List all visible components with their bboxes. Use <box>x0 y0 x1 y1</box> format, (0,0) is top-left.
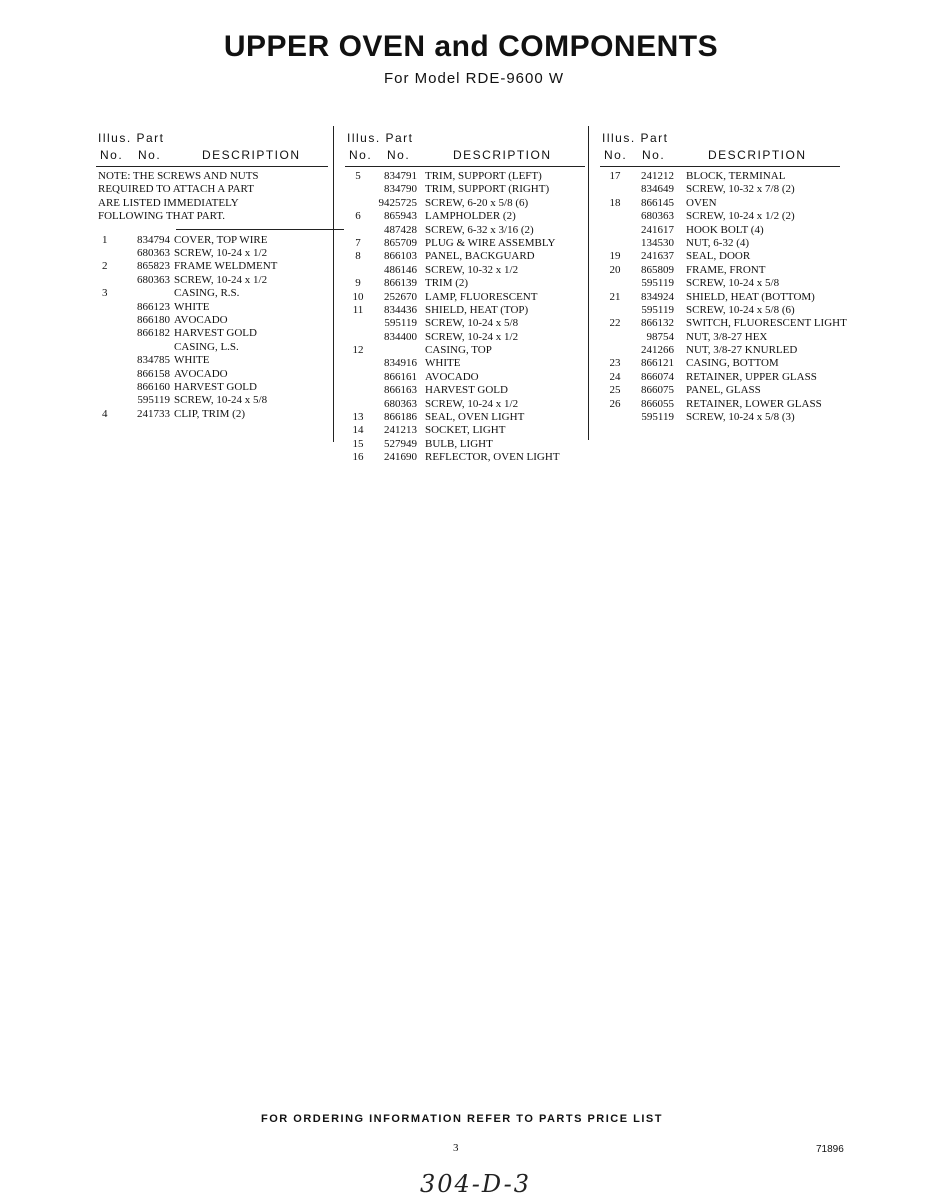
part-number: 834791 <box>384 170 417 182</box>
part-number: 834916 <box>384 357 417 370</box>
part-number: 595119 <box>641 411 674 424</box>
parts-row <box>96 287 328 300</box>
parts-row <box>600 344 840 357</box>
part-description: SCREW, 6-20 x 5/8 (6) <box>425 196 529 209</box>
part-number: 866145 <box>641 196 674 209</box>
part-number: 834924 <box>641 290 674 303</box>
part-number: 866074 <box>641 370 674 383</box>
part-number: 866103 <box>384 250 417 263</box>
header-illus-part: Illus. Part <box>347 131 414 145</box>
parts-row <box>96 368 328 381</box>
parts-row <box>345 277 585 290</box>
part-number: 865709 <box>384 236 417 249</box>
part-number: 834436 <box>384 303 417 316</box>
parts-row <box>345 357 585 370</box>
illus-number: 23 <box>609 357 621 370</box>
part-number: 595119 <box>641 303 674 316</box>
part-number: 866075 <box>641 384 674 397</box>
note-line: FOLLOWING THAT PART. <box>98 210 225 223</box>
parts-row <box>345 237 585 250</box>
parts-row <box>600 250 840 263</box>
illus-number: 13 <box>352 411 364 424</box>
part-number: 241733 <box>137 407 170 420</box>
part-description: AVOCADO <box>174 367 228 380</box>
part-description: SCREW, 10-24 x 1/2 <box>425 330 519 343</box>
illus-number: 8 <box>355 250 361 263</box>
header-illus-part: Illus. Part <box>98 131 165 145</box>
parts-row <box>96 314 328 327</box>
parts-row <box>345 317 585 330</box>
part-description: SCREW, 10-24 x 5/8 <box>686 277 780 290</box>
part-description: SEAL, OVEN LIGHT <box>425 411 525 424</box>
header-illus-no: No. <box>100 148 124 162</box>
part-description: NUT, 3/8-27 HEX <box>686 330 768 343</box>
header-description: DESCRIPTION <box>453 148 552 162</box>
note-line: ARE LISTED IMMEDIATELY <box>98 196 239 209</box>
parts-row <box>600 264 840 277</box>
parts-row <box>96 381 328 394</box>
part-description: HARVEST GOLD <box>174 380 257 393</box>
part-description: WHITE <box>174 300 210 313</box>
note-line: REQUIRED TO ATTACH A PART <box>98 183 254 196</box>
illus-number: 18 <box>609 196 621 209</box>
part-number: 241212 <box>641 170 674 182</box>
part-description: SCREW, 10-24 x 1/2 <box>174 247 268 260</box>
part-number: 866186 <box>384 411 417 424</box>
column-header <box>96 128 328 166</box>
page-title: UPPER OVEN and COMPONENTS <box>223 30 719 63</box>
part-description: COVER, TOP WIRE <box>174 233 268 246</box>
part-number: 241213 <box>384 424 417 437</box>
parts-row <box>96 234 328 247</box>
part-description: NUT, 3/8-27 KNURLED <box>686 344 798 357</box>
part-number: 866160 <box>137 380 170 393</box>
parts-row <box>600 210 840 223</box>
part-description: SHIELD, HEAT (TOP) <box>425 303 529 316</box>
header-part-no: No. <box>387 148 411 162</box>
parts-row <box>600 357 840 370</box>
parts-row <box>345 344 585 357</box>
part-number: 241266 <box>641 344 674 357</box>
parts-row <box>96 394 328 407</box>
illus-number: 16 <box>352 451 364 464</box>
part-number: 680363 <box>137 247 170 260</box>
part-number: 680363 <box>137 273 170 286</box>
illus-number: 22 <box>609 317 621 330</box>
parts-row <box>96 247 328 260</box>
parts-row <box>600 170 840 183</box>
part-number: 866180 <box>137 313 170 326</box>
part-number: 9425725 <box>378 196 417 209</box>
illus-number: 25 <box>609 384 621 397</box>
illus-number: 5 <box>355 170 361 182</box>
part-description: CASING, BOTTOM <box>686 357 779 370</box>
part-description: TRIM, SUPPORT (RIGHT) <box>425 183 550 196</box>
parts-row <box>345 224 585 237</box>
parts-row <box>600 291 840 304</box>
parts-row <box>96 408 328 421</box>
part-description: NUT, 6-32 (4) <box>686 236 750 249</box>
header-rule <box>345 166 585 167</box>
part-description: SCREW, 10-24 x 5/8 (3) <box>686 411 795 424</box>
part-number: 866139 <box>384 277 417 290</box>
illus-number: 12 <box>352 344 364 357</box>
part-description: HOOK BOLT (4) <box>686 223 764 236</box>
part-number: 834400 <box>384 330 417 343</box>
part-description: TRIM (2) <box>425 277 469 290</box>
part-description: SCREW, 10-24 x 5/8 (6) <box>686 303 795 316</box>
illus-number: 1 <box>102 233 108 246</box>
part-description: HARVEST GOLD <box>425 384 508 397</box>
part-number: 241637 <box>641 250 674 263</box>
parts-row <box>345 197 585 210</box>
part-description: WHITE <box>174 354 210 367</box>
column-divider <box>333 126 334 442</box>
page-number: 3 <box>453 1142 459 1154</box>
part-number: 680363 <box>641 210 674 223</box>
header-description: DESCRIPTION <box>708 148 807 162</box>
column-header <box>600 128 840 166</box>
part-number: 866132 <box>641 317 674 330</box>
illus-number: 2 <box>102 260 108 273</box>
part-number: 595119 <box>641 277 674 290</box>
parts-row <box>345 384 585 397</box>
illus-number: 24 <box>609 370 621 383</box>
header-illus-no: No. <box>349 148 373 162</box>
parts-row <box>345 170 585 183</box>
illus-number: 6 <box>355 210 361 223</box>
illus-number: 21 <box>609 290 621 303</box>
part-description: HARVEST GOLD <box>174 327 257 340</box>
header-illus-no: No. <box>604 148 628 162</box>
part-description: PANEL, GLASS <box>686 384 761 397</box>
part-description: WHITE <box>425 357 461 370</box>
part-number: 834790 <box>384 183 417 196</box>
part-number: 866121 <box>641 357 674 370</box>
parts-row <box>600 384 840 397</box>
parts-row <box>600 398 840 411</box>
part-description: SCREW, 10-24 x 1/2 <box>425 397 519 410</box>
part-description: SCREW, 10-24 x 5/8 <box>425 317 519 330</box>
header-part-no: No. <box>642 148 666 162</box>
part-number: 595119 <box>384 317 417 330</box>
part-number: 865823 <box>137 260 170 273</box>
parts-row <box>600 197 840 210</box>
part-description: RETAINER, UPPER GLASS <box>686 370 817 383</box>
parts-row <box>96 260 328 273</box>
header-rule <box>96 166 328 167</box>
parts-row <box>345 250 585 263</box>
illus-number: 14 <box>352 424 364 437</box>
part-number: 595119 <box>137 394 170 407</box>
ordering-info-footer: FOR ORDERING INFORMATION REFER TO PARTS PRICE LIST <box>261 1113 663 1125</box>
parts-list <box>600 170 847 424</box>
part-description: SWITCH, FLUORESCENT LIGHT <box>686 317 847 330</box>
part-description: AVOCADO <box>425 370 479 383</box>
part-description: CASING, TOP <box>425 344 492 357</box>
part-number: 487428 <box>384 223 417 236</box>
parts-column-1 <box>96 128 328 421</box>
parts-row <box>345 451 585 464</box>
part-description: LAMP, FLUORESCENT <box>425 290 538 303</box>
parts-row <box>345 264 585 277</box>
part-number: 865809 <box>641 263 674 276</box>
part-number: 866123 <box>137 300 170 313</box>
illus-number: 26 <box>609 397 621 410</box>
parts-column-2 <box>345 128 585 465</box>
parts-row <box>600 277 840 290</box>
illus-number: 9 <box>355 277 361 290</box>
parts-row <box>96 301 328 314</box>
parts-row <box>345 371 585 384</box>
part-number: 866163 <box>384 384 417 397</box>
note-line: NOTE: THE SCREWS AND NUTS <box>98 170 259 182</box>
part-number: 680363 <box>384 397 417 410</box>
parts-row <box>600 237 840 250</box>
part-description: SCREW, 6-32 x 3/16 (2) <box>425 223 534 236</box>
part-number: 866055 <box>641 397 674 410</box>
parts-column-3 <box>600 128 847 424</box>
part-number: 866161 <box>384 370 417 383</box>
parts-row <box>345 411 585 424</box>
part-description: REFLECTOR, OVEN LIGHT <box>425 451 560 464</box>
illus-number: 10 <box>352 290 364 303</box>
column-divider <box>588 126 589 440</box>
part-number: 486146 <box>384 263 417 276</box>
illus-number: 17 <box>609 170 621 182</box>
document-number: 71896 <box>816 1144 844 1155</box>
part-number: 252670 <box>384 290 417 303</box>
illus-number: 4 <box>102 407 108 420</box>
part-description: CASING, R.S. <box>174 287 240 300</box>
parts-row <box>345 398 585 411</box>
parts-row <box>345 304 585 317</box>
part-number: 866182 <box>137 327 170 340</box>
parts-row <box>600 183 840 196</box>
parts-row <box>600 224 840 237</box>
part-description: SEAL, DOOR <box>686 250 751 263</box>
part-number: 834794 <box>137 233 170 246</box>
illus-number: 7 <box>355 236 361 249</box>
part-description: OVEN <box>686 196 717 209</box>
parts-row <box>600 304 840 317</box>
part-description: BULB, LIGHT <box>425 437 493 450</box>
parts-row <box>96 327 328 340</box>
parts-list <box>345 170 585 465</box>
header-description: DESCRIPTION <box>202 148 301 162</box>
illus-number: 11 <box>352 303 364 316</box>
header-rule <box>600 166 840 167</box>
parts-row <box>345 331 585 344</box>
part-number: 241690 <box>384 451 417 464</box>
assembly-note <box>96 170 328 224</box>
parts-row <box>345 424 585 437</box>
handwritten-note: 304-D-3 <box>420 1170 531 1198</box>
part-description: SCREW, 10-32 x 1/2 <box>425 263 519 276</box>
part-number: 834785 <box>137 354 170 367</box>
part-description: SCREW, 10-32 x 7/8 (2) <box>686 183 795 196</box>
header-part-no: No. <box>138 148 162 162</box>
note-rule <box>176 229 344 230</box>
column-header <box>345 128 585 166</box>
part-description: FRAME, FRONT <box>686 263 766 276</box>
illus-number: 3 <box>102 287 108 300</box>
part-number: 865943 <box>384 210 417 223</box>
part-number: 834649 <box>641 183 674 196</box>
parts-row <box>345 183 585 196</box>
parts-row <box>345 210 585 223</box>
parts-row <box>96 354 328 367</box>
part-description: PLUG & WIRE ASSEMBLY <box>425 236 556 249</box>
part-description: SCREW, 10-24 x 1/2 <box>174 273 268 286</box>
part-description: CASING, L.S. <box>174 340 239 353</box>
part-description: BLOCK, TERMINAL <box>686 170 786 182</box>
part-description: CLIP, TRIM (2) <box>174 407 245 420</box>
parts-row <box>600 331 840 344</box>
parts-row <box>96 274 328 287</box>
part-description: LAMPHOLDER (2) <box>425 210 516 223</box>
parts-row <box>600 317 847 330</box>
part-description: SHIELD, HEAT (BOTTOM) <box>686 290 815 303</box>
part-description: SCREW, 10-24 x 1/2 (2) <box>686 210 795 223</box>
part-description: AVOCADO <box>174 313 228 326</box>
part-number: 866158 <box>137 367 170 380</box>
part-number: 527949 <box>384 437 417 450</box>
illus-number: 15 <box>352 437 364 450</box>
parts-row <box>600 411 840 424</box>
illus-number: 19 <box>609 250 621 263</box>
part-description: FRAME WELDMENT <box>174 260 278 273</box>
parts-row <box>600 371 840 384</box>
part-description: PANEL, BACKGUARD <box>425 250 535 263</box>
part-number: 241617 <box>641 223 674 236</box>
part-number: 98754 <box>646 330 674 343</box>
part-description: TRIM, SUPPORT (LEFT) <box>425 170 542 182</box>
part-description: RETAINER, LOWER GLASS <box>686 397 822 410</box>
parts-list <box>96 234 328 421</box>
part-description: SOCKET, LIGHT <box>425 424 506 437</box>
parts-row <box>345 291 585 304</box>
model-subtitle: For Model RDE-9600 W <box>383 70 565 87</box>
parts-row <box>345 438 585 451</box>
parts-row <box>96 341 328 354</box>
part-number: 134530 <box>641 236 674 249</box>
header-illus-part: Illus. Part <box>602 131 669 145</box>
illus-number: 20 <box>609 263 621 276</box>
part-description: SCREW, 10-24 x 5/8 <box>174 394 268 407</box>
